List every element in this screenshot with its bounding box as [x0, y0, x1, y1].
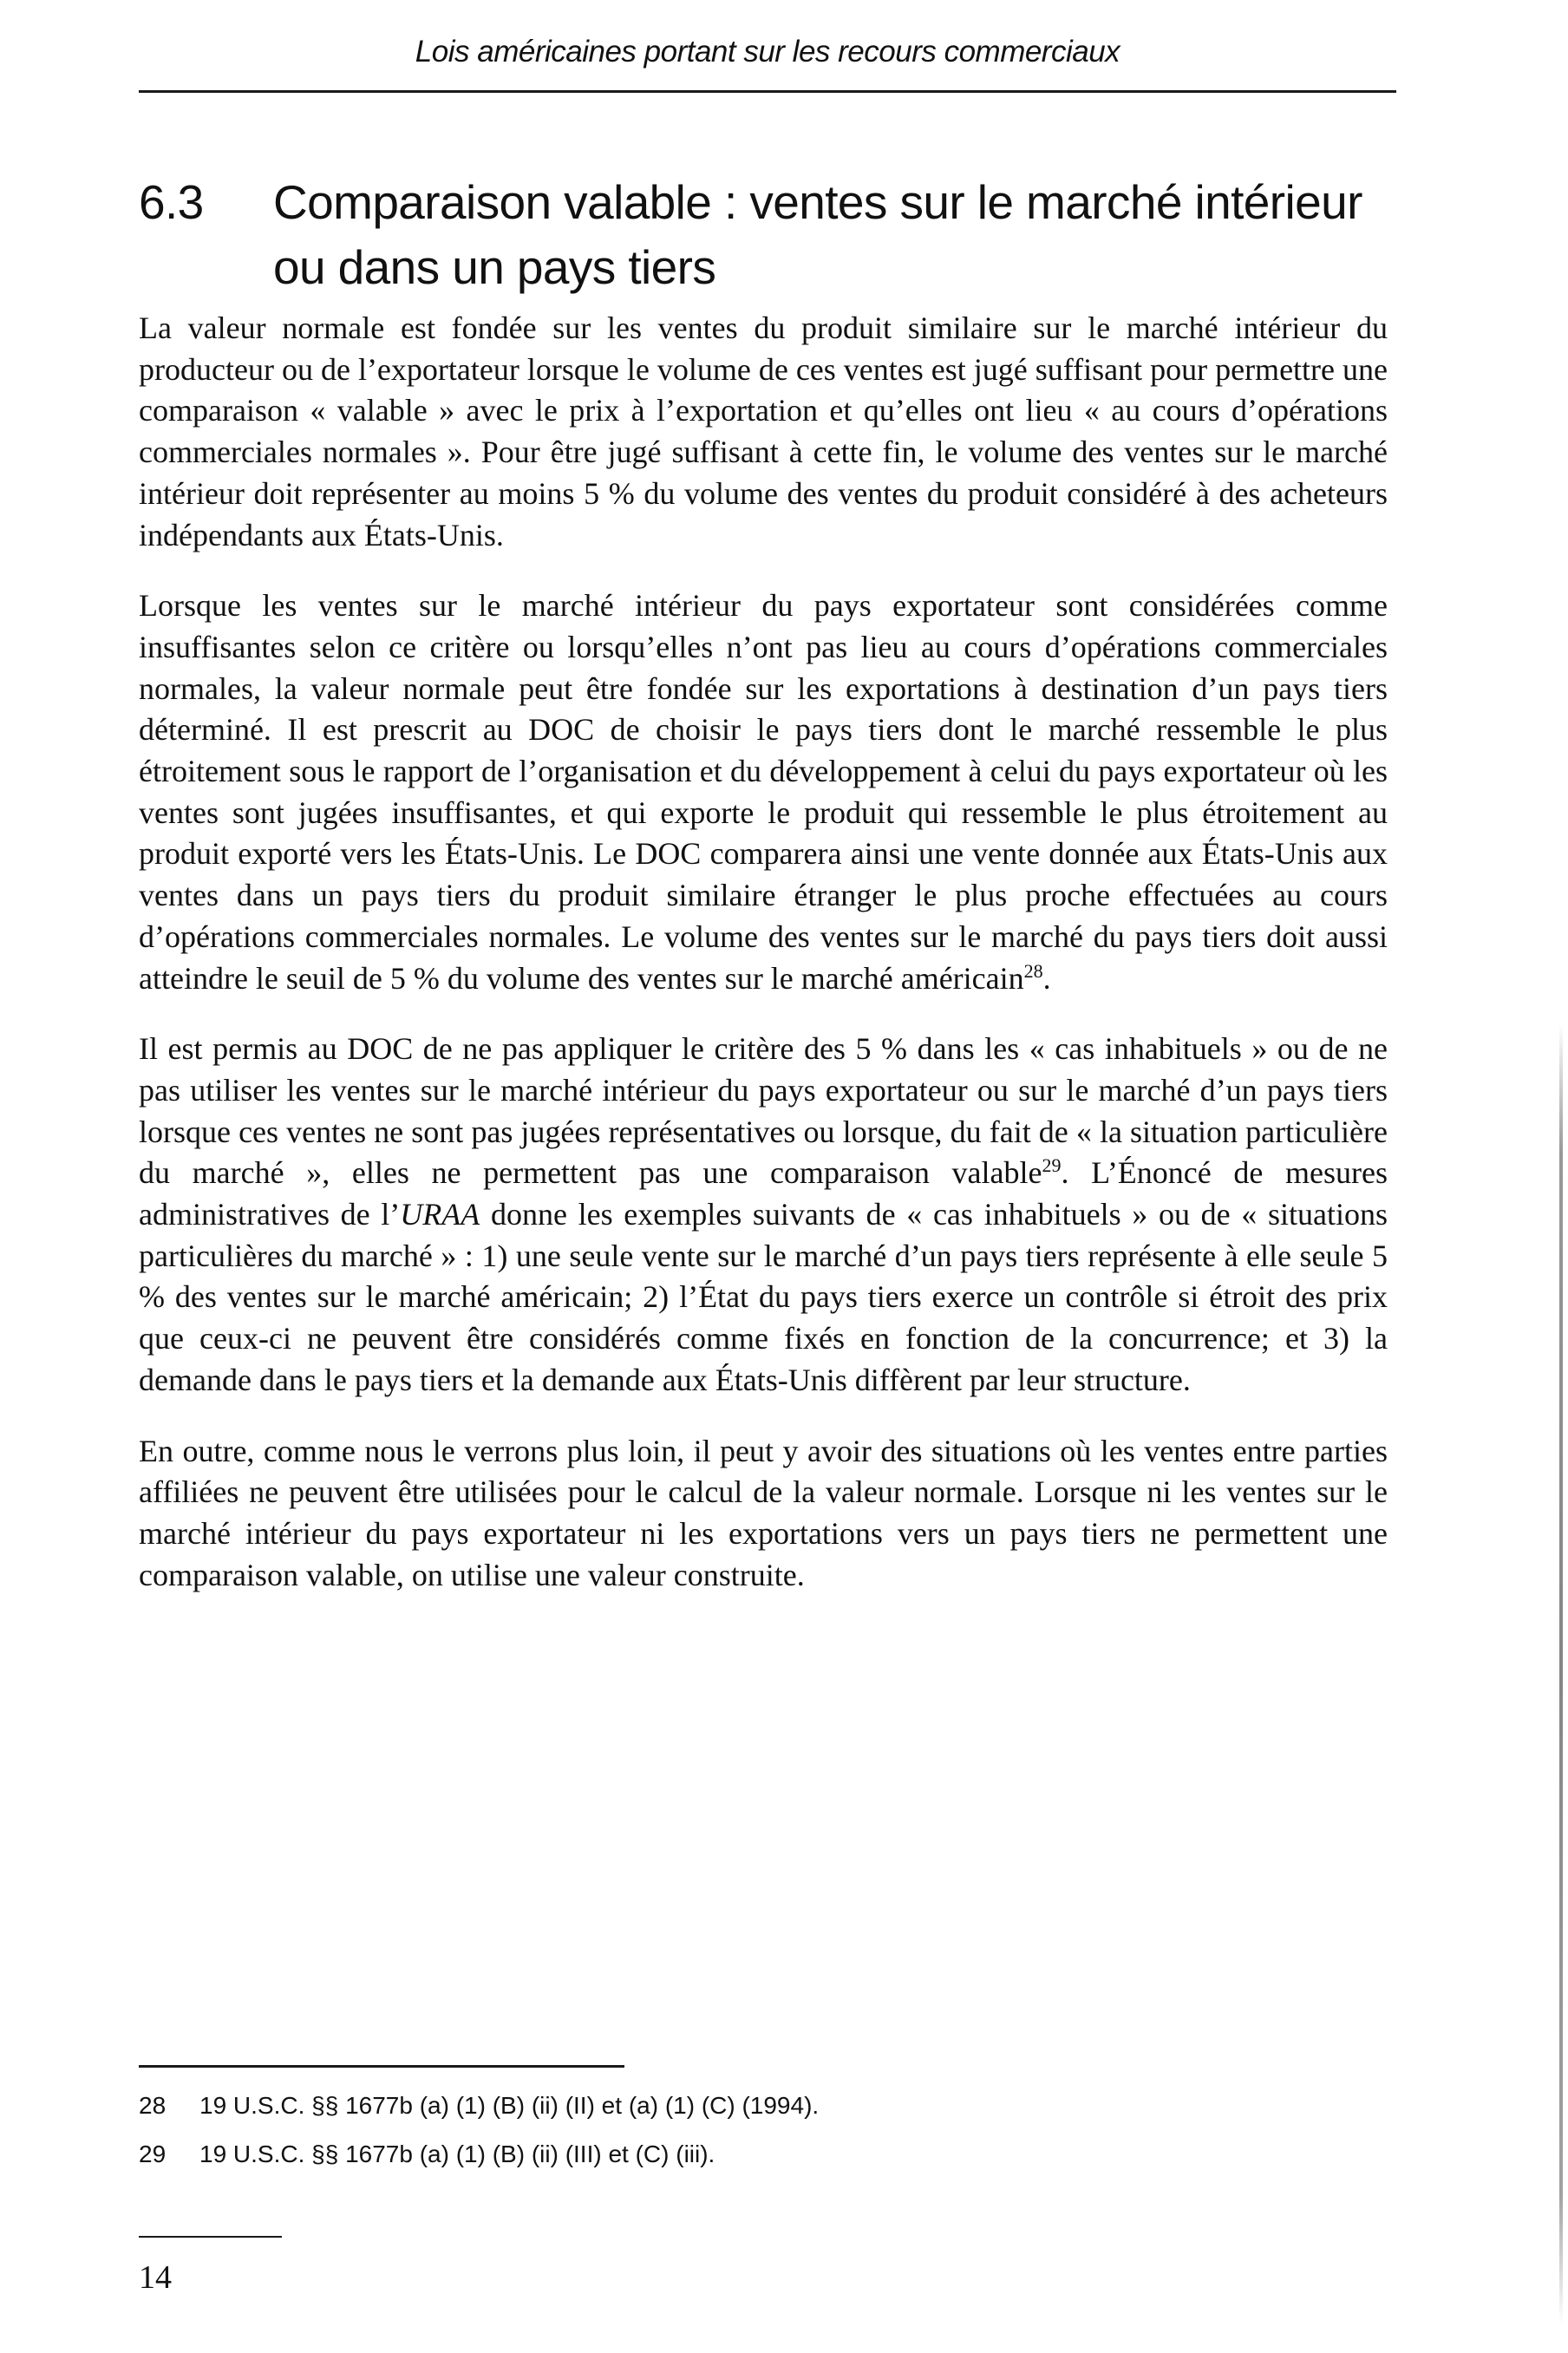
paragraph-1: La valeur normale est fondée sur les ventes du produit similaire sur le marché intérieur du producteur ou de l’exportateur lorsque le volume de ces ventes est jugé suffisant pour permettre une comparaison « valable » avec le prix à l’exportation et qu’elles ont lieu « au cours d’opérations commerciales normales ». Pour être jugé suffisant à cette fin, le volume des ventes sur le marché intérieur doit représenter au moins 5 % du volume des ventes du produit considéré à des acheteurs indépendants aux États-Unis.: [139, 310, 1388, 552]
footnote-ref-29: 29: [1042, 1154, 1062, 1177]
page-edge-shadow: [1559, 1023, 1563, 2324]
footnote-number: 29: [139, 2141, 167, 2167]
section-number: 6.3: [139, 175, 204, 229]
body-text: [139, 308, 1388, 1625]
uraa-emphasis: URAA: [400, 1197, 480, 1232]
paragraph-3-part2: . L’Énoncé de mesures administratives de l’: [139, 1155, 1388, 1232]
page-number: 14: [139, 2259, 172, 2296]
page-number-rule: [139, 2236, 282, 2238]
footnote-rule: [139, 2065, 624, 2068]
section-heading: [139, 170, 1414, 300]
footnote-text: 19 U.S.C. §§ 1677b (a) (1) (B) (ii) (III) et (C) (iii).: [199, 2141, 715, 2167]
footnote-ref-28: 28: [1023, 959, 1043, 982]
paragraph-2-text: Lorsque les ventes sur le marché intérieur du pays exportateur sont considérées comme insuffisantes selon ce critère ou lorsqu’elles n’ont pas lieu au cours d’opérations commerciales normales, la valeur normale peut être fondée sur les exportations à destination d’un pays tiers déterminé. Il est prescrit au DOC de choisir le pays tiers dont le marché ressemble le plus étroitement sous le rapport de l’organisation et du développement à celui du pays exportateur où les ventes sont jugées insuffisantes, et qui exporte le produit qui ressemble le plus étroitement au produit exporté vers les États-Unis. Le DOC comparera ainsi une vente donnée aux États-Unis aux ventes dans un pays tiers du produit similaire étranger le plus proche effectuées au cours d’opérations commerciales normales. Le volume des ventes sur le marché du pays tiers doit aussi atteindre le seuil de 5 % du volume des ventes sur le marché américain: [139, 588, 1388, 996]
footnote-number: 28: [139, 2092, 167, 2119]
footnote-28: [139, 2082, 1266, 2130]
running-header: Lois américaines portant sur les recours commerciaux: [415, 35, 1120, 69]
footnote-29: [139, 2130, 1266, 2179]
footnotes: [139, 2082, 1266, 2179]
header-rule: [139, 90, 1396, 93]
footnote-text: 19 U.S.C. §§ 1677b (a) (1) (B) (ii) (II) et (a) (1) (C) (1994).: [199, 2092, 820, 2119]
section-title: Comparaison valable : ventes sur le marché intérieur ou dans un pays tiers: [273, 175, 1362, 294]
paragraph-2: [139, 585, 1388, 999]
paragraph-4: En outre, comme nous le verrons plus loin, il peut y avoir des situations où les ventes entre parties affiliées ne peuvent être utilisées pour le calcul de la valeur normale. Lorsque ni les ventes sur le marché intérieur du pays exportateur ni les exportations vers un pays tiers ne permettent une comparaison valable, on utilise une valeur construite.: [139, 1433, 1388, 1592]
paragraph-3: [139, 1029, 1388, 1401]
paragraph-3-part1: Il est permis au DOC de ne pas appliquer le critère des 5 % dans les « cas inhabituels » ou de ne pas utiliser les ventes sur le marché intérieur du pays exportateur ou sur le marché d’un pays tiers lorsque ces ventes ne sont pas jugées représentatives ou lorsque, du fait de « la situation particulière du marché », elles ne permettent pas une comparaison valable: [139, 1031, 1388, 1191]
paragraph-2-end: .: [1042, 960, 1051, 996]
paragraph-3-part3: donne les exemples suivants de « cas inhabituels » ou de « situations particulières du marché » : 1) une seule vente sur le marché d’un pays tiers représente à elle seule 5 % des ventes sur le marché américain; 2) l’État du pays tiers exerce un contrôle si étroit des prix que ceux-ci ne peuvent être considérés comme fixés en fonction de la concurrence; et 3) la demande dans le pays tiers et la demande aux États-Unis diffèrent par leur structure.: [139, 1197, 1388, 1397]
